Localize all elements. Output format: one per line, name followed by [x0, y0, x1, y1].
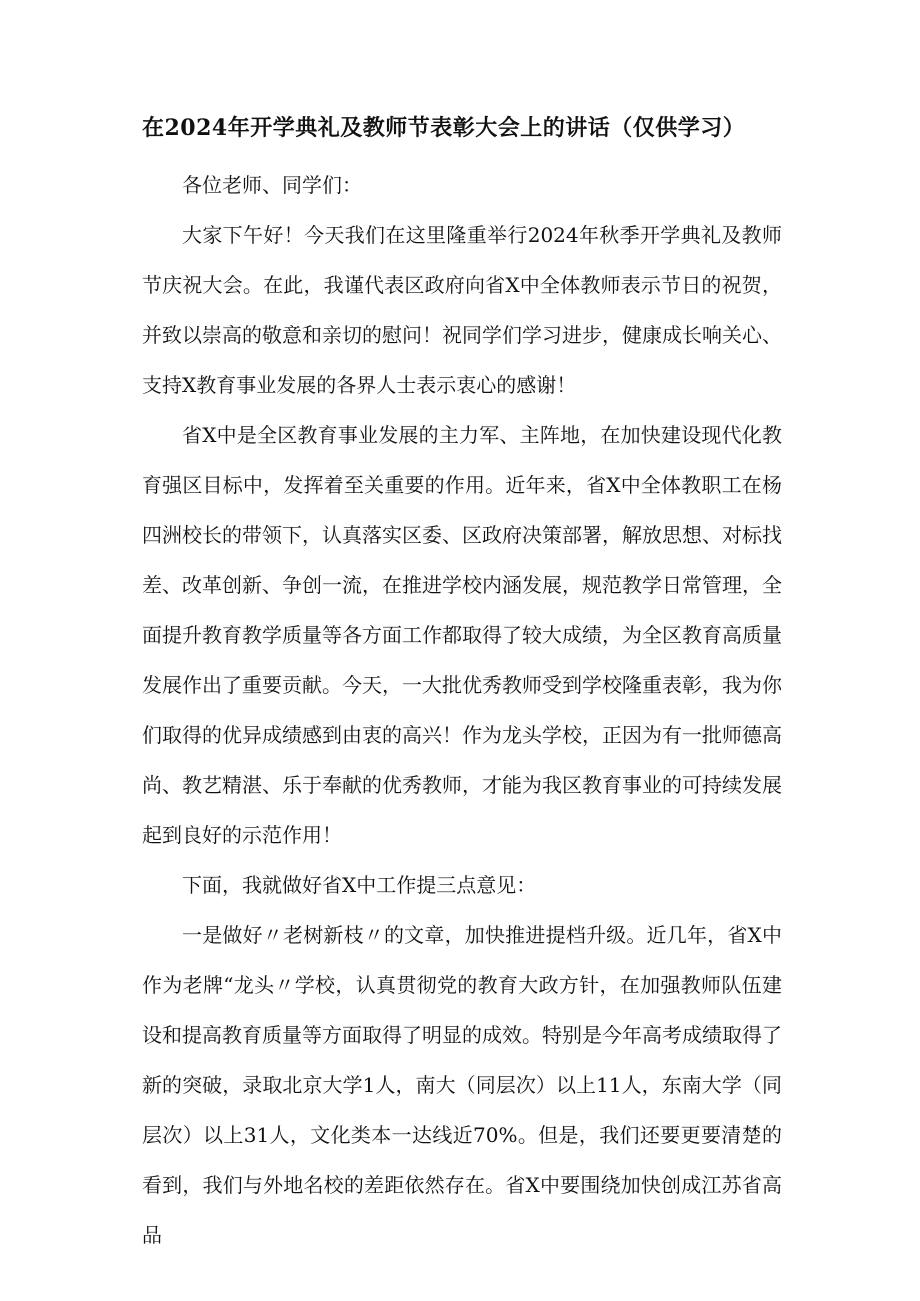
paragraph-three-opinions-intro: 下面，我就做好省X中工作提三点意见：	[182, 873, 537, 897]
document-title: 在2024年开学典礼及教师节表彰大会上的讲话（仅供学习）	[142, 115, 746, 141]
salutation: 各位老师、同学们：	[182, 173, 362, 197]
paragraph-greeting: 大家下午好！今天我们在这里隆重举行2024年秋季开学典礼及教师节庆祝大会。在此，我谨代表区政府向省X中全体教师表示节日的祝贺，并致以崇高的敬意和亲切的慰问！祝同学们学习进步，健康成长响关心、支持X教育事业发展的各界人士表示衷心的感谢！	[142, 223, 782, 397]
paragraph-first-opinion: 一是做好〃老树新枝〃的文章，加快推进提档升级。近几年，省X中作为老牌“龙头〃学校，认真贯彻党的教育大政方针，在加强教师队伍建设和提高教育质量等方面取得了明显的成效。特别是今年高考成绩取得了新的突破，录取北京大学1人，南大（同层次）以上11人，东南大学（同层次）以上31人，文化类本一达线近70%。但是，我们还要更要清楚的看到，我们与外地名校的差距依然存在。省X中要围绕加快创成江苏省高品	[142, 923, 782, 1247]
paragraph-school-achievements: 省X中是全区教育事业发展的主力军、主阵地，在加快建设现代化教育强区目标中，发挥着至关重要的作用。近年来，省X中全体教职工在杨四洲校长的带领下，认真落实区委、区政府决策部署，解放思想、对标找差、改革创新、争创一流，在推进学校内涵发展，规范教学日常管理，全面提升教育教学质量等各方面工作都取得了较大成绩，为全区教育高质量发展作出了重要贡献。今天，一大批优秀教师受到学校隆重表彰，我为你们取得的优异成绩感到由衷的高兴！作为龙头学校，正因为有一批师德高尚、教艺精湛、乐于奉献的优秀教师，才能为我区教育事业的可持续发展起到良好的示范作用！	[142, 423, 782, 847]
